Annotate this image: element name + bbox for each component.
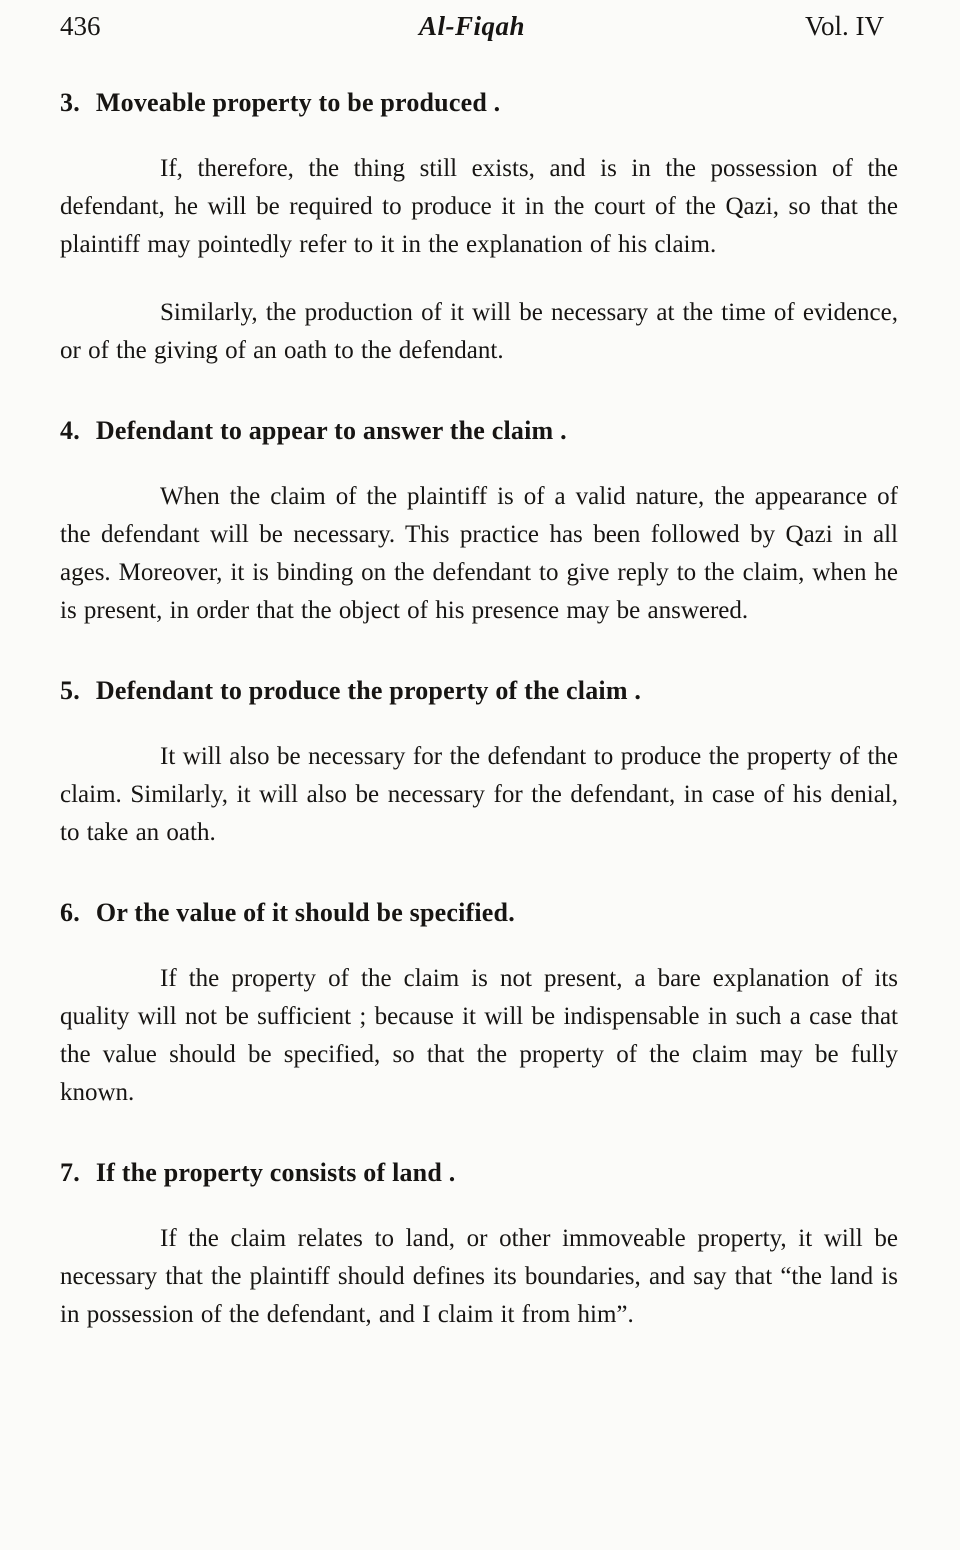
section-6-value-specified xyxy=(60,896,898,1112)
section-number: 4. xyxy=(60,416,80,445)
section-heading xyxy=(60,896,898,930)
section-title: Or the value of it should be specified. xyxy=(95,898,515,927)
section-title: Defendant to appear to answer the claim . xyxy=(95,416,567,445)
section-title: Defendant to produce the property of the claim . xyxy=(95,676,642,705)
section-heading xyxy=(60,86,898,120)
section-title: Moveable property to be produced . xyxy=(95,88,501,117)
section-heading xyxy=(60,1156,898,1190)
page-body xyxy=(60,86,898,1334)
section-title: If the property consists of land . xyxy=(95,1158,456,1187)
volume-label: Vol. IV xyxy=(805,11,885,41)
section-heading xyxy=(60,414,898,448)
paragraph: If, therefore, the thing still exists, and is in the possession of the defendant, he will be required to produce it in the court of the Qazi, so that the plaintiff may pointedly refer to it in the explanation of his claim. xyxy=(60,155,898,258)
paragraph: If the property of the claim is not present, a bare explanation of its quality will not be sufficient ; because it will be indispensable in such a case that the value should be specified, so that the property of the claim may be fully known. xyxy=(60,965,898,1106)
section-5-defendant-produce xyxy=(60,674,898,852)
paragraph: If the claim relates to land, or other immoveable property, it will be necessary that the plaintiff should defines its boundaries, and say that “the land is in possession of the defendant, and I claim it from him”. xyxy=(60,1225,898,1328)
book-title: Al-Fiqah xyxy=(418,11,526,41)
section-number: 7. xyxy=(60,1158,80,1187)
page-header xyxy=(60,10,898,42)
paragraph: When the claim of the plaintiff is of a valid nature, the appearance of the defendant will be necessary. This practice has been followed by Qazi in all ages. Moreover, it is binding on the defendant to give reply to the claim, when he is present, in order that the object of his presence may be answered. xyxy=(60,483,898,624)
section-4-defendant-appear xyxy=(60,414,898,630)
section-7-property-land xyxy=(60,1156,898,1334)
section-number: 6. xyxy=(60,898,80,927)
page-number: 436 xyxy=(60,11,101,41)
paragraph: Similarly, the production of it will be necessary at the time of evidence, or of the giving of an oath to the defendant. xyxy=(60,299,898,364)
section-3-moveable-property xyxy=(60,86,898,370)
section-heading xyxy=(60,674,898,708)
section-number: 3. xyxy=(60,88,80,117)
section-number: 5. xyxy=(60,676,80,705)
paragraph: It will also be necessary for the defendant to produce the property of the claim. Similarly, it will also be necessary for the defendant, in case of his denial, to take an oath. xyxy=(60,743,898,846)
